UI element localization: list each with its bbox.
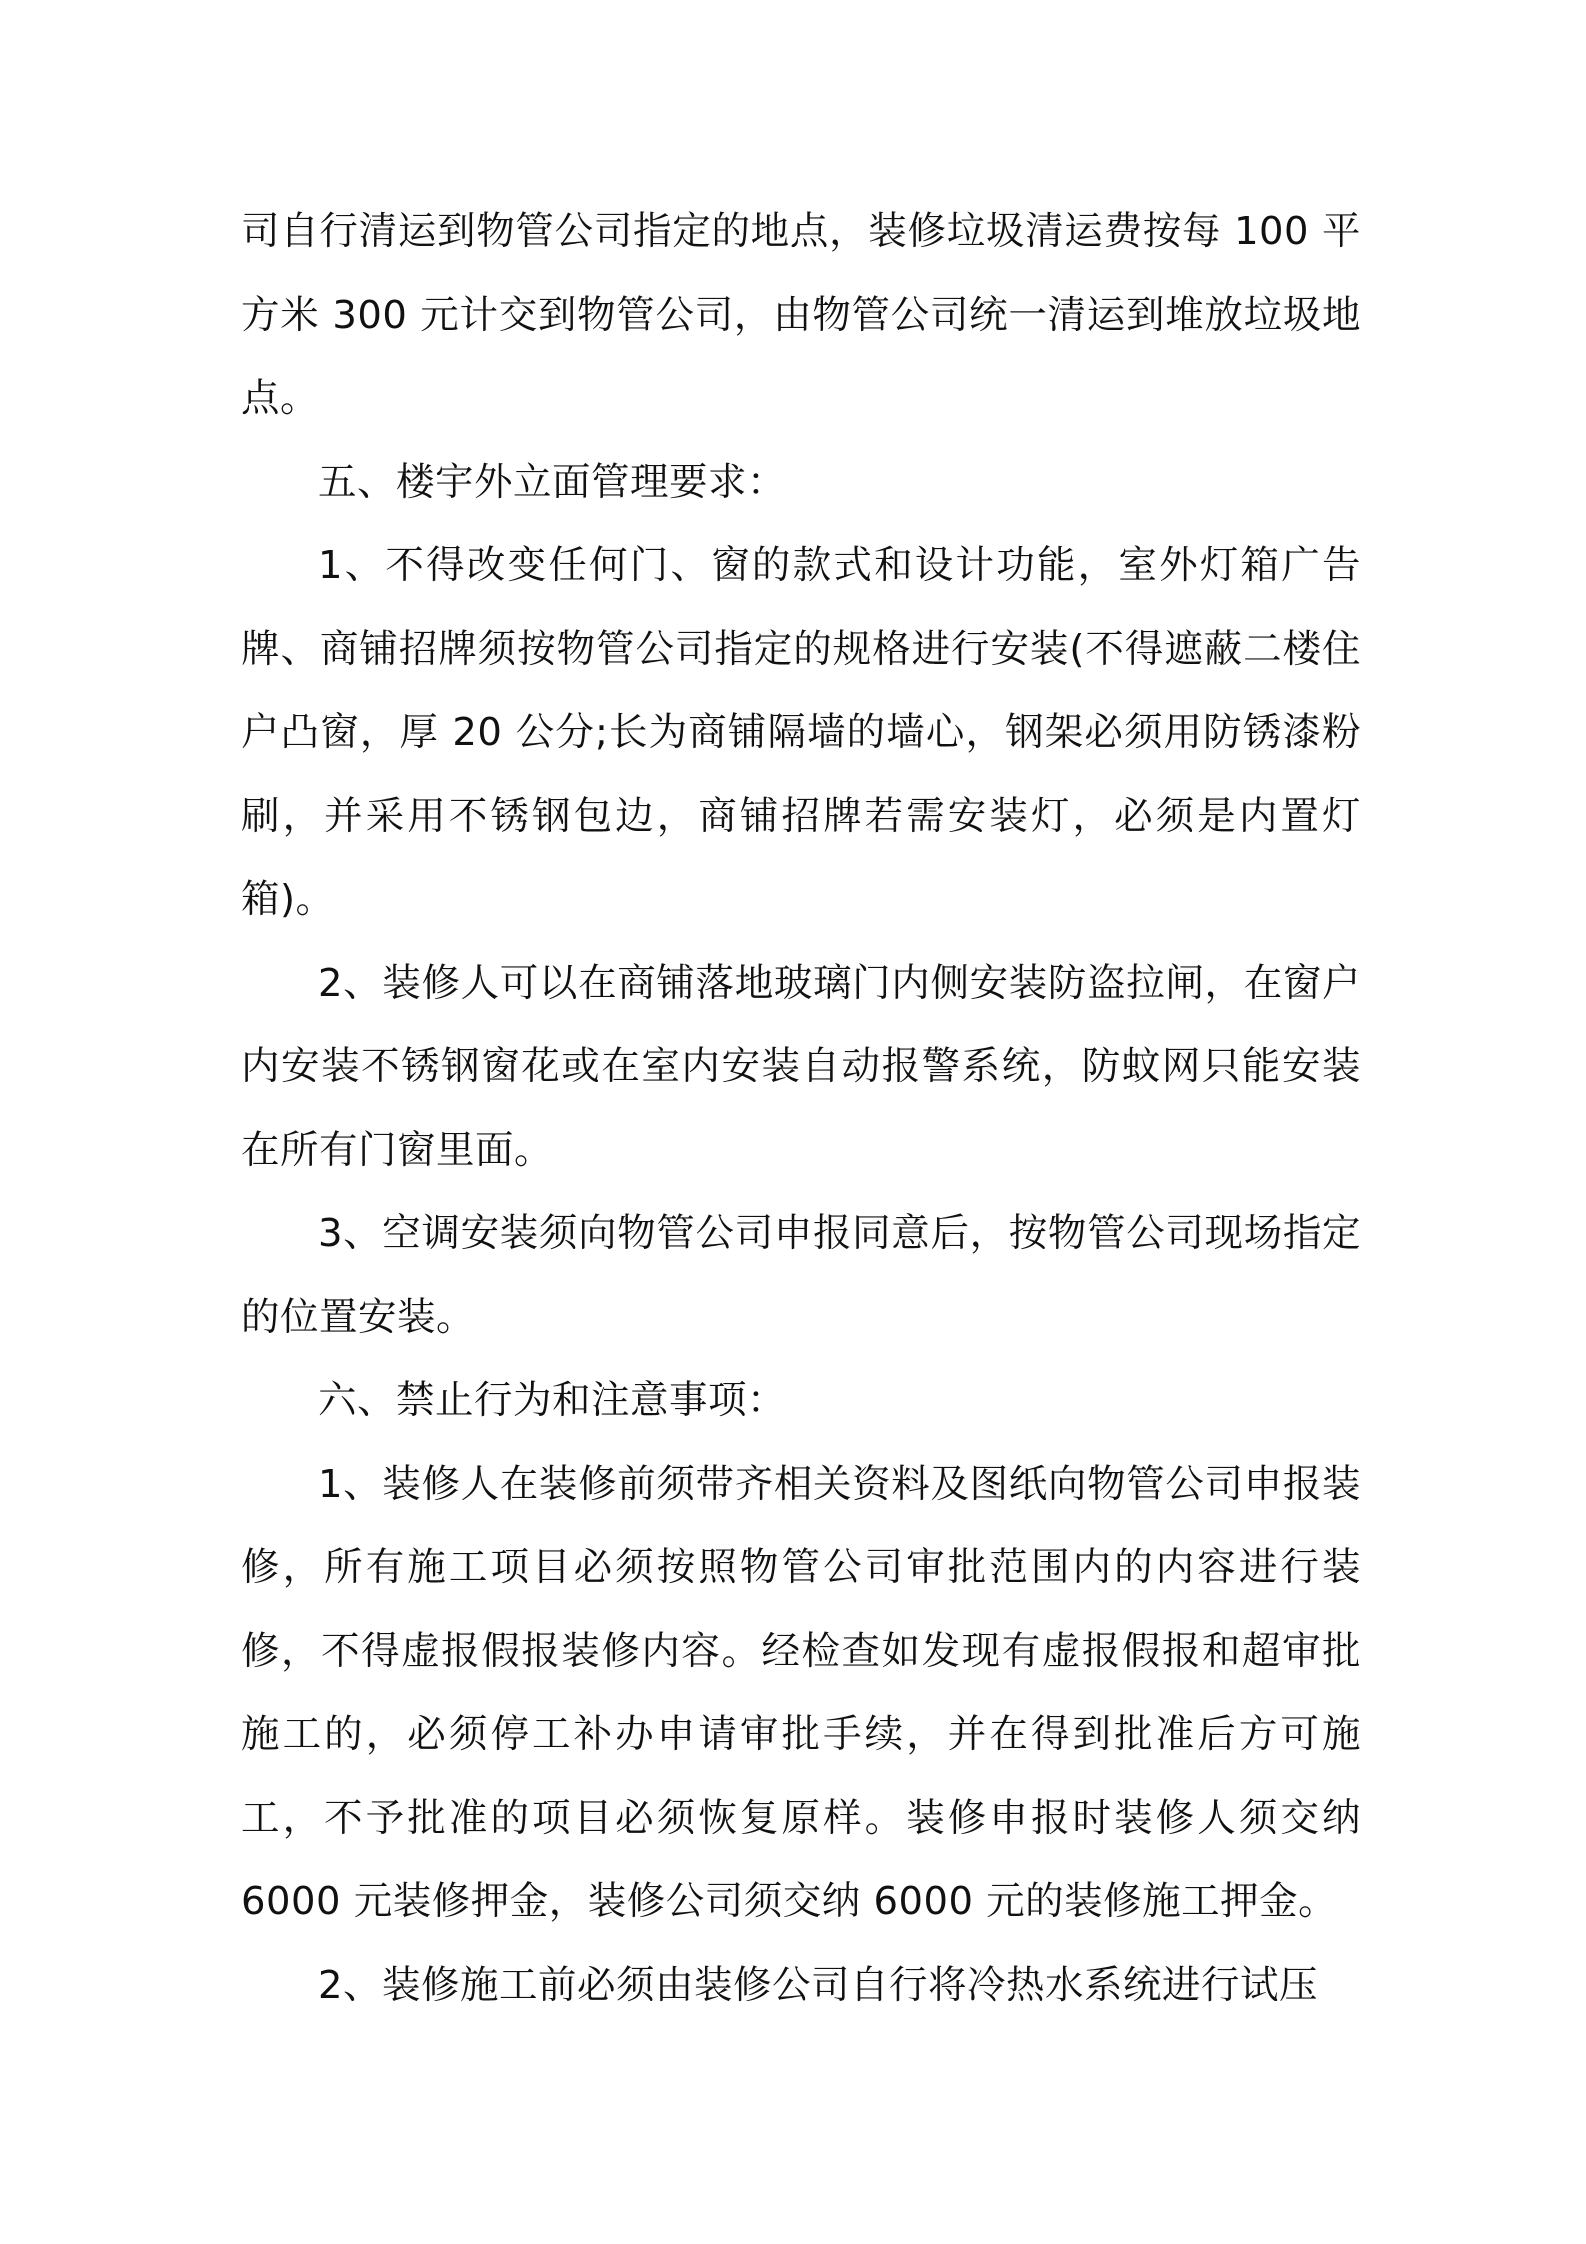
section-heading-5: 五、楼宇外立面管理要求： bbox=[318, 459, 787, 505]
paragraph-5-2: 2、装修人可以在商铺落地玻璃门内侧安装防盗拉闸，在窗户内安装不锈钢窗花或在室内安装自动报警系统，防蚊网只能安装在所有门窗里面。 bbox=[241, 960, 1361, 1173]
paragraph-6-1: 1、装修人在装修前须带齐相关资料及图纸向物管公司申报装修，所有施工项目必须按照物管公司审批范围内的内容进行装修，不得虚报假报装修内容。经检查如发现有虚报假报和超审批施工的，必须停工补办申请审批手续，并在得到批准后方可施工，不予批准的项目必须恢复原样。装修申报时装修人须交纳 6000 元装修押金，装修公司须交纳 6000 元的装修施工押金。 bbox=[241, 1461, 1361, 1924]
paragraph-5-1: 1、不得改变任何门、窗的款式和设计功能，室外灯箱广告牌、商铺招牌须按物管公司指定的规格进行安装(不得遮蔽二楼住户凸窗，厚 20 公分;长为商铺隔墙的墙心，钢架必须用防锈漆粉刷，并采用不锈钢包边，商铺招牌若需安装灯，必须是内置灯箱)。 bbox=[241, 543, 1361, 922]
paragraph-6-2: 2、装修施工前必须由装修公司自行将冷热水系统进行试压 bbox=[318, 1962, 1318, 2008]
document-body bbox=[241, 190, 1361, 2027]
section-heading-6: 六、禁止行为和注意事项： bbox=[318, 1378, 787, 1423]
paragraph-5-3: 3、空调安装须向物管公司申报同意后，按物管公司现场指定的位置安装。 bbox=[241, 1211, 1361, 1340]
paragraph-continuation: 司自行清运到物管公司指定的地点，装修垃圾清运费按每 100 平方米 300 元计交到物管公司，由物管公司统一清运到堆放垃圾地点。 bbox=[241, 209, 1361, 421]
